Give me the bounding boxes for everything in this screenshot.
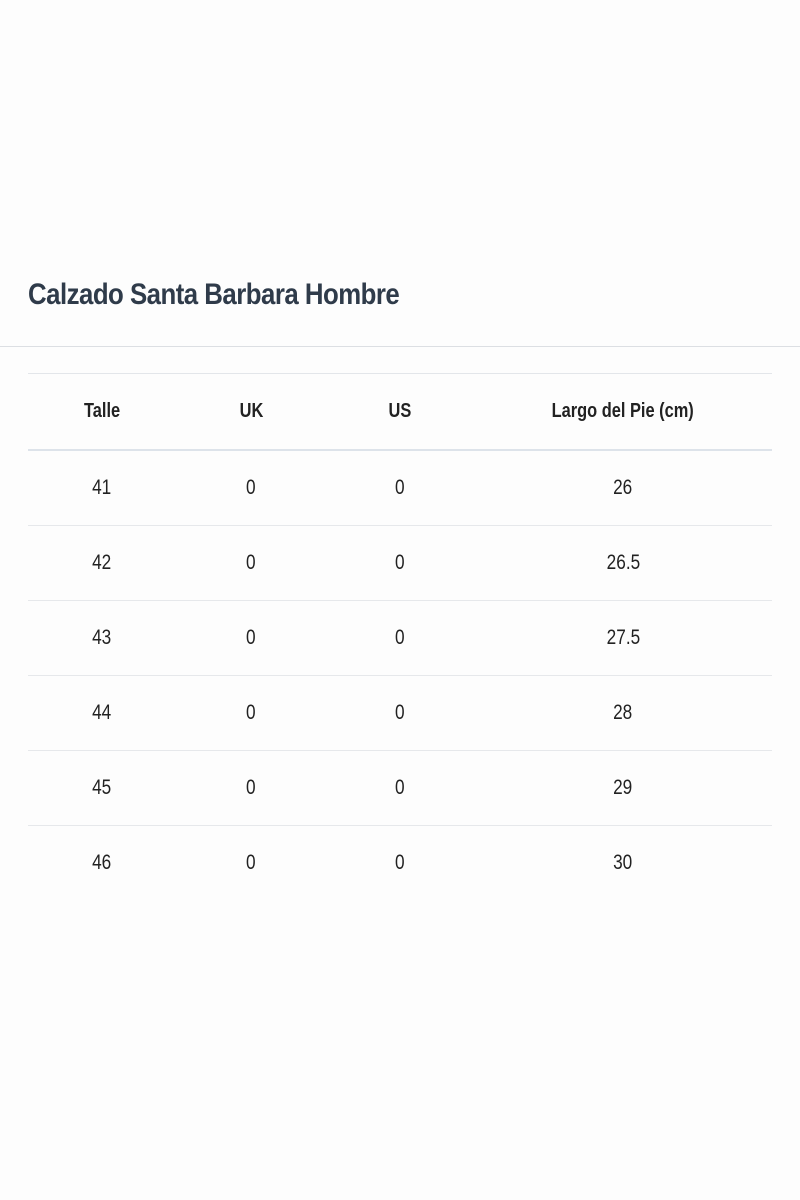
table-body (28, 450, 772, 900)
cell-largo: 26 (474, 450, 772, 526)
cell-uk: 0 (246, 851, 256, 874)
header-uk: UK (176, 374, 326, 451)
cell-us: 0 (326, 450, 474, 526)
cell-us: 0 (326, 751, 474, 826)
cell-us: 0 (326, 526, 474, 601)
cell-talle: 45 (28, 751, 176, 826)
cell-talle: 44 (28, 676, 176, 751)
table-row (28, 601, 772, 676)
cell-uk: 0 (176, 601, 326, 676)
cell-us: 0 (326, 676, 474, 751)
cell-uk: 0 (176, 526, 326, 601)
table-row (28, 676, 772, 751)
cell-talle: 43 (28, 601, 176, 676)
header-us: US (326, 374, 474, 451)
cell-largo: 30 (613, 851, 633, 874)
cell-uk: 0 (176, 450, 326, 526)
table-row (28, 751, 772, 826)
header-largo-del-pie: Largo del Pie (cm) (474, 374, 772, 451)
table-row (28, 826, 772, 901)
cell-uk: 0 (176, 676, 326, 751)
cell-talle: 41 (28, 450, 176, 526)
cell-us: 0 (395, 851, 405, 874)
cell-talle: 42 (28, 526, 176, 601)
cell-us: 0 (326, 601, 474, 676)
header-row (28, 374, 772, 451)
cell-largo: 26.5 (474, 526, 772, 601)
table-header (28, 374, 772, 451)
cell-largo: 28 (474, 676, 772, 751)
cell-largo: 29 (474, 751, 772, 826)
cell-uk: 0 (176, 751, 326, 826)
cell-talle: 46 (92, 851, 112, 874)
table-row (28, 526, 772, 601)
header-talle: Talle (28, 374, 176, 451)
cell-largo: 27.5 (474, 601, 772, 676)
page-title: Calzado Santa Barbara Hombre (28, 278, 400, 311)
size-chart-table (28, 373, 772, 900)
table-row (28, 450, 772, 526)
title-section (0, 262, 800, 347)
